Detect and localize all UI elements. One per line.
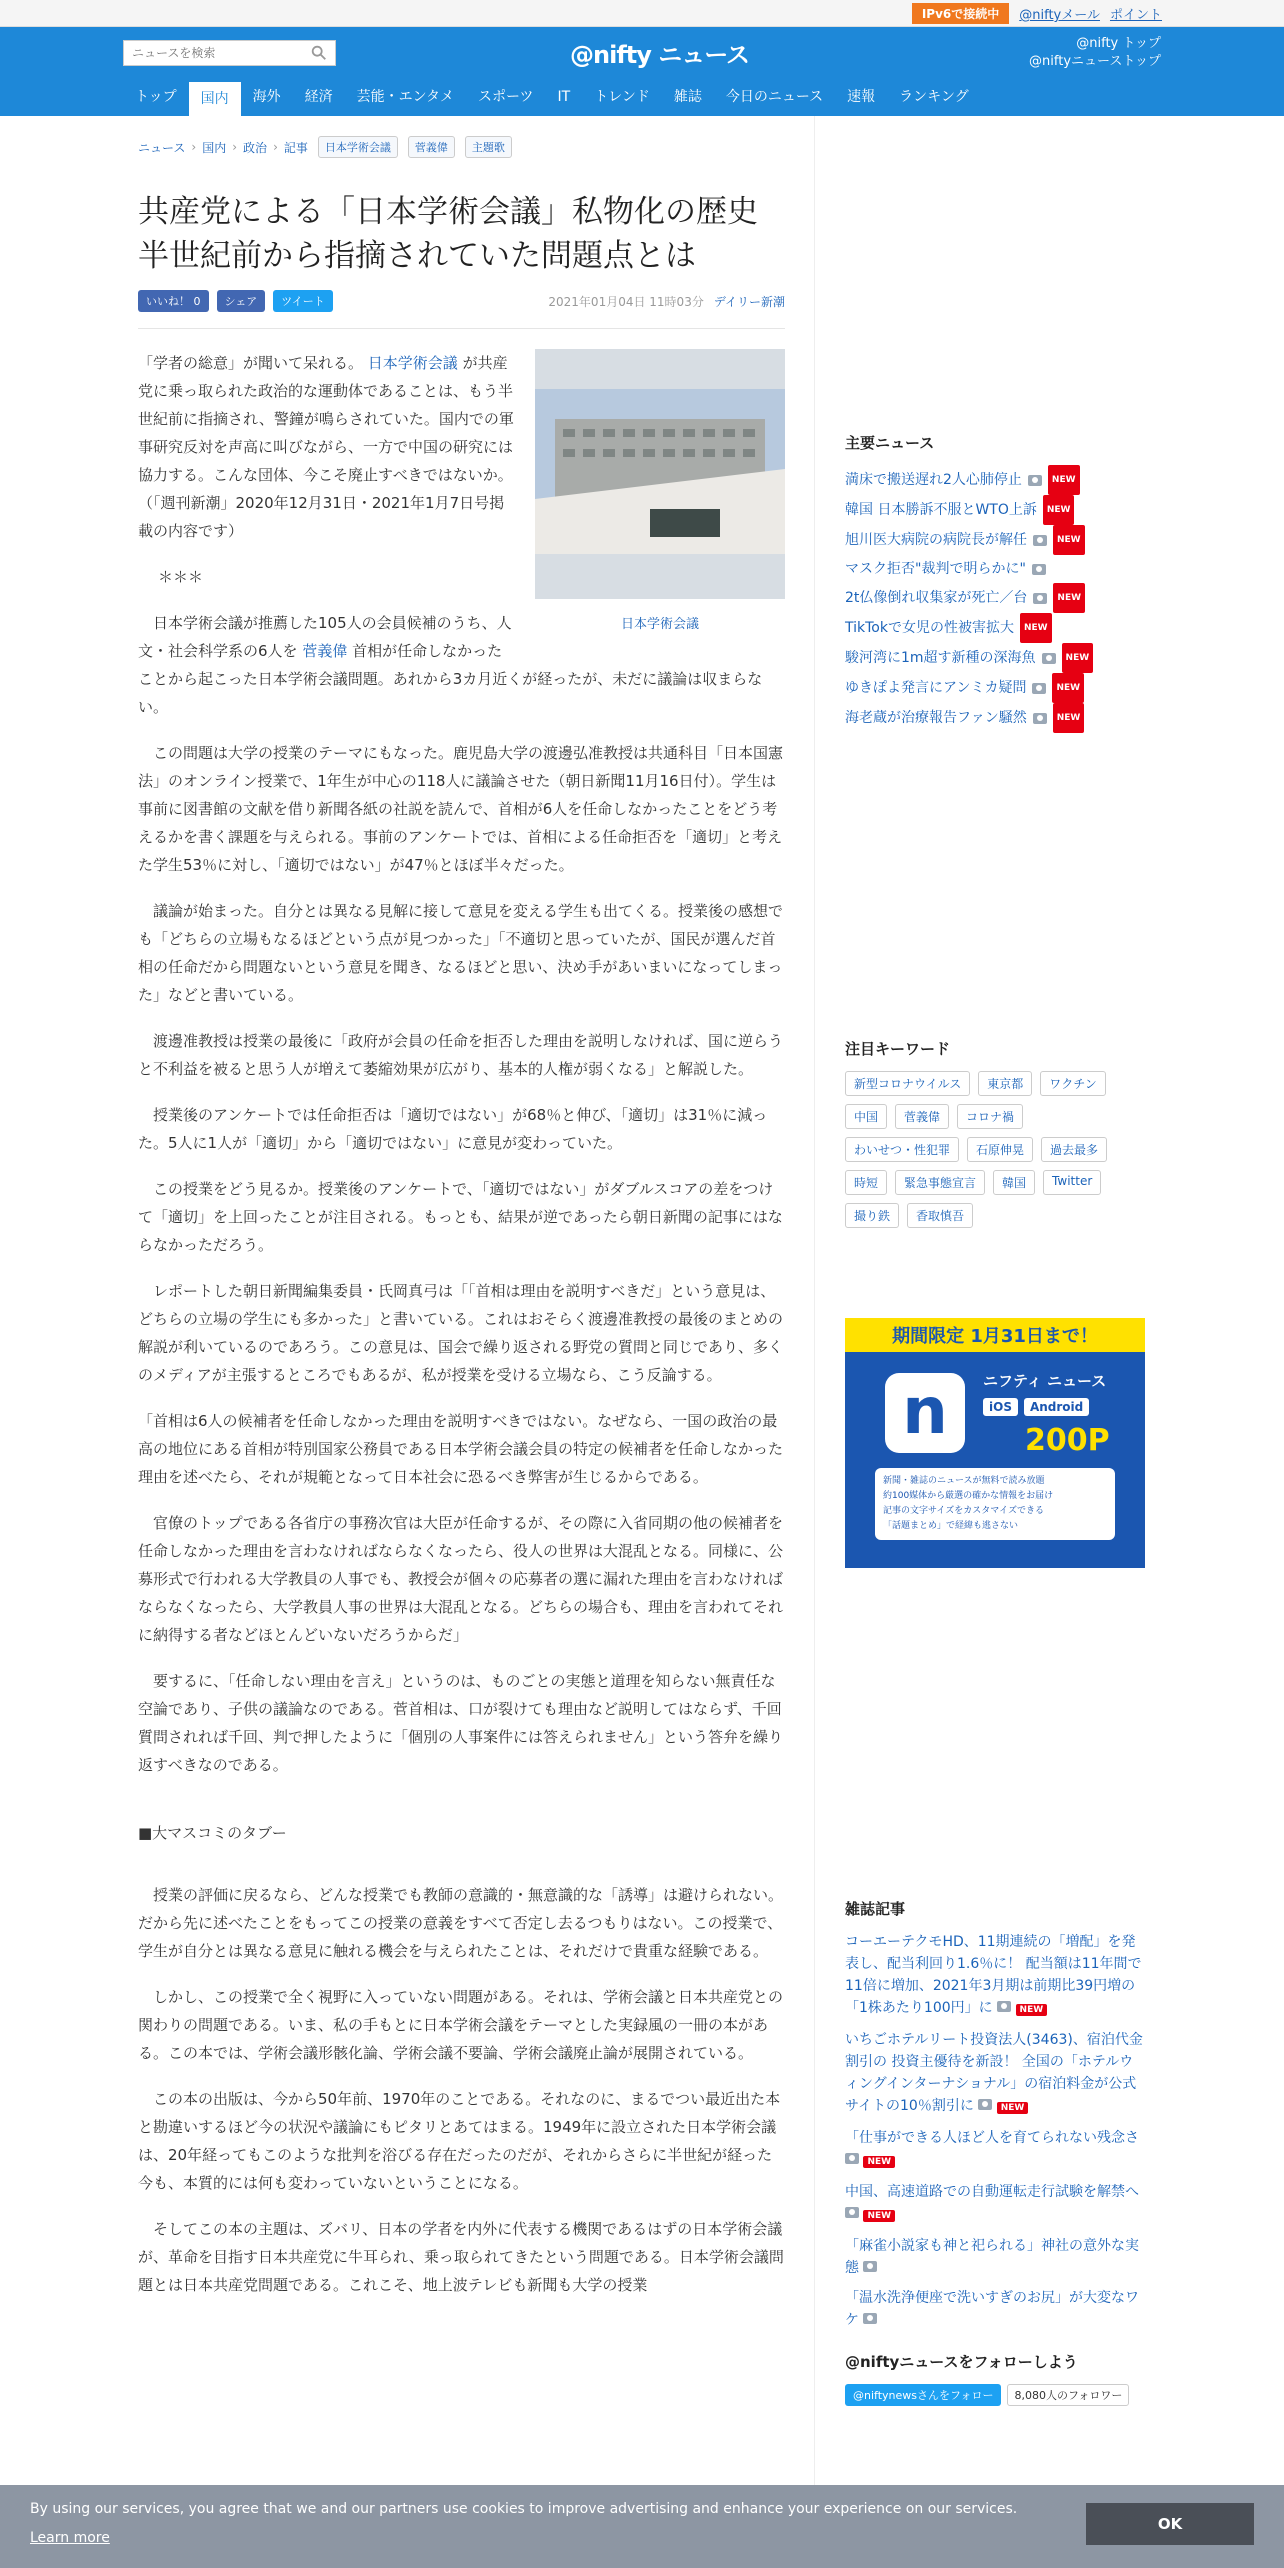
list-item[interactable]: 駿河湾に1m超す新種の深海魚 NEW (845, 643, 1145, 673)
nav-top[interactable]: トップ (135, 89, 177, 105)
camera-icon (1028, 475, 1042, 486)
list-item[interactable]: 韓国 日本勝訴不服とWTO上訴 NEW (845, 495, 1145, 525)
paragraph: 「学者の総意」が聞いて呆れる。 日本学術会議 が共産党に乗っ取られた政治的な運動体であることは、もう半世紀前に指摘され、警鐘が鳴らされていた。国内での軍事研究反対を声高に叫びながら、一方で中国の研究には協力する。こんな団体、今こそ廃止すべきではないか。（「週刊新潮」2020年12月31日・2021年1月7日号掲載の内容です） (138, 354, 514, 540)
paragraph: この本の出版は、今から50年前、1970年のことである。それなのに、まるでつい最近出た本と勘違いするほど今の状況や議論にもピタリとあてはまる。1949年に設立された日本学術会議は、20年経ってもこのような批判を浴びる存在だったのだが、それからさらに半世紀が経った今も、本質的には何も変わっていないということになる。 (138, 2090, 781, 2192)
learn-more-link[interactable]: Learn more (30, 2530, 110, 2546)
nav-sports[interactable]: スポーツ (478, 89, 534, 105)
search-box[interactable] (123, 40, 336, 66)
camera-icon (863, 2261, 877, 2272)
list-item[interactable]: 旭川医大病院の病院長が解任 NEW (845, 525, 1145, 555)
keywords-section (845, 1038, 1145, 1228)
nav-domestic[interactable]: 国内 (189, 82, 241, 116)
tag-pill[interactable]: 主題歌 (465, 136, 512, 158)
keyword-tag[interactable]: 緊急事態宣言 (895, 1170, 985, 1195)
new-badge: NEW (1020, 613, 1052, 643)
ad-benefit: 新聞・雑誌のニュースが無料で読み放題 (883, 1476, 1045, 1486)
keyword-tag[interactable]: 撮り鉄 (845, 1203, 899, 1228)
keyword-link[interactable]: 日本学術会議 (367, 354, 458, 372)
paragraph: この問題は大学の授業のテーマにもなった。鹿児島大学の渡邊弘准教授は共通科目「日本国憲法」のオンライン授業で、1年生が中心の118人に議論させた（朝日新聞11月16日付）。学生は事前に図書館の文献を借り新聞各紙の社説を読んで、首相が6人を任命しなかったことをどう考えるかを書く課題を与えられる。事前のアンケートでは、首相による任命拒否を「適切」と考えた学生53％に対し、「適切ではない」が47％とほぼ半々だった。 (138, 744, 784, 874)
list-item[interactable]: マスク拒否"裁判で明らかに" (845, 555, 1145, 583)
paragraph: しかし、この授業で全く視野に入っていない問題がある。それは、学術会議と日本共産党との関わりの問題である。いま、私の手もとに日本学術会議をテーマとした実録風の一冊の本がある。この本では、学術会議形骸化論、学術会議不要論、学術会議廃止論が展開されている。 (138, 1988, 784, 2062)
cookie-ok-button[interactable]: OK (1086, 2503, 1254, 2545)
new-badge: NEW (863, 2210, 895, 2222)
keyword-tag[interactable]: 新型コロナウイルス (845, 1071, 970, 1096)
camera-icon (1032, 564, 1046, 575)
keyword-tag[interactable]: 韓国 (993, 1170, 1035, 1195)
paragraph: レポートした朝日新聞編集委員・氏岡真弓は「「首相は理由を説明すべきだ」という意見は、どちらの立場の学生にも多かった」と書いている。これはおそらく渡邊准教授の最後のまとめの解説が利いているのであろう。この意見は、国会で繰り返される野党の質問と同じであり、多くのメディアが主張するところでもあるが、私が授業を受ける立場なら、こう反論する。 (138, 1282, 784, 1384)
list-item[interactable]: 中国、高速道路での自動運転走行試験を解禁へ NEW (845, 2184, 1139, 2221)
keyword-tag[interactable]: 東京都 (978, 1071, 1032, 1096)
source-link[interactable]: デイリー新潮 (713, 294, 785, 309)
keyword-tag[interactable]: Twitter (1043, 1170, 1101, 1195)
paragraph: 授業後のアンケートでは任命拒否は「適切ではない」が68％と伸び、「適切」は31％に減った。5人に1人が「適切」から「適切ではない」に意見が変わっていた。 (138, 1106, 768, 1152)
camera-icon (978, 2099, 992, 2110)
article-photo[interactable] (535, 349, 785, 599)
new-badge: NEW (1052, 673, 1084, 703)
ad-benefit: 記事の文字サイズをカスタマイズできる (883, 1506, 1045, 1516)
section-heading: ■大マスコミのタブー (138, 1824, 287, 1842)
paragraph: 「首相は6人の候補者を任命しなかった理由を説明すべきではない。なぜなら、一国の政治の最高の地位にある首相が特別国家公務員である日本学術会議会員の特定の候補者を任命しなかった理由を述べたら、それが規範となって日本社会に恐るべき弊害が生じるからである。 (138, 1412, 784, 1486)
breadcrumb: ニュース › 国内 › 政治 › 記事 日本学術会議 菅義偉 主題歌 (138, 136, 785, 158)
search-icon[interactable] (310, 44, 328, 62)
keyword-tag[interactable]: 石原伸晃 (967, 1137, 1033, 1162)
article-title: 共産党による「日本学術会議」私物化の歴史 半世紀前から指摘されていた問題点とは (138, 194, 789, 274)
keywords-heading: 注目キーワード (845, 1040, 951, 1058)
tweet-button[interactable]: ツイート (273, 290, 332, 312)
new-badge: NEW (1043, 495, 1075, 525)
new-badge: NEW (1053, 525, 1085, 555)
paragraph: 日本学術会議が推薦した105人の会員候補のうち、人文・社会科学系の6人を 菅義偉 首相が任命しなかったことから起こった日本学術会議問題。あれから3カ月近くが経ったが、未だに議論は収まらない。 (138, 614, 763, 716)
keyword-tag[interactable]: わいせつ・性犯罪 (845, 1137, 959, 1162)
main-nav (123, 78, 981, 116)
search-input[interactable] (124, 46, 304, 60)
nav-trend[interactable]: トレンド (594, 89, 650, 105)
article-figure (535, 349, 785, 639)
paragraph: 官僚のトップである各省庁の事務次官は大臣が任命するが、その際に入省同期の他の候補者を任命しなかった理由を言わなければならなくなったら、役人の世界は大混乱となる。同様に、公募形式で行われる大学教員の人事でも、教授会が個々の応募者の選に漏れた理由を言わなければならなくなったら、大学教員人事の世界は大混乱となる。どちらの場合も、理由を言われてそれに納得する者などほとんどいないだろうからだ」 (138, 1514, 784, 1644)
camera-icon (845, 2153, 859, 2164)
camera-icon (845, 2207, 859, 2218)
nav-ranking[interactable]: ランキング (899, 89, 969, 105)
new-badge: NEW (1016, 2004, 1048, 2016)
new-badge: NEW (1062, 643, 1094, 673)
article-meta (138, 290, 785, 312)
crumb-article[interactable]: 記事 (283, 140, 308, 155)
keyword-tag[interactable]: 香取慎吾 (907, 1203, 973, 1228)
list-item[interactable]: 海老蔵が治療報告ファン騒然 NEW (845, 703, 1145, 733)
point-link[interactable]: ポイント (1109, 8, 1162, 23)
top-utility-bar (0, 0, 1284, 27)
crumb-news[interactable]: ニュース (138, 140, 186, 155)
list-item[interactable]: 「仕事ができる人ほど人を育てられない残念さ NEW (845, 2130, 1139, 2167)
camera-icon (1033, 535, 1047, 546)
ad-points: 200P (1025, 1423, 1110, 1458)
ad-benefit: 「話題まとめ」で経緯も逃さない (883, 1521, 1019, 1531)
keyword-tag[interactable]: 中国 (845, 1104, 887, 1129)
camera-icon (1042, 653, 1056, 664)
camera-icon (997, 2001, 1011, 2012)
separator-stars: ＊＊＊ (158, 568, 204, 586)
new-badge: NEW (1053, 703, 1085, 733)
list-item[interactable]: 「麻雀小説家も神と祀られる」神社の意外な実態 (845, 2238, 1139, 2276)
new-badge: NEW (997, 2102, 1029, 2114)
site-header (0, 27, 1284, 116)
paragraph: 渡邊准教授は授業の最後に「政府が会員の任命を拒否した理由を説明しなければ、国に逆らうと不利益を被ると思う人が増えて萎縮効果が広がり、基本的人権が弱くなる」と解説した。 (138, 1032, 784, 1078)
article-body (138, 349, 785, 2299)
follower-count: 8,080人のフォロワー (1007, 2384, 1129, 2406)
nifty-top-link[interactable]: @nifty トップ (1076, 36, 1161, 51)
new-badge: NEW (1053, 583, 1085, 613)
list-item[interactable]: 満床で搬送遅れ2人心肺停止 NEW (845, 465, 1145, 495)
divider (138, 328, 785, 329)
nav-economy[interactable]: 経済 (304, 89, 333, 105)
keyword-tag[interactable]: コロナ禍 (957, 1104, 1023, 1129)
app-ad-banner[interactable] (845, 1318, 1145, 1568)
crumb-domestic[interactable]: 国内 (202, 140, 227, 155)
keyword-tag[interactable]: 時短 (845, 1170, 887, 1195)
news-top-link[interactable]: @niftyニューストップ (1029, 54, 1161, 69)
magazine-section (845, 1898, 1145, 2406)
follow-heading: @niftyニュースをフォローしよう (845, 2353, 1078, 2371)
nav-breaking[interactable]: 速報 (847, 89, 876, 105)
paragraph: この授業をどう見るか。授業後のアンケートで、「適切ではない」がダブルスコアの差をつけて「適切」を上回ったことが注目される。もっとも、結果が逆であったら朝日新聞の記事にはならなかっただろう。 (138, 1180, 783, 1254)
nav-today[interactable]: 今日のニュース (725, 89, 824, 105)
paragraph: そしてこの本の主題は、ズバリ、日本の学者を内外に代表する機関であるはずの日本学術会議が、革命を目指す日本共産党に牛耳られ、乗っ取られてきたという問題である。日本学術会議問題とは日本共産党問題である。これこそ、地上波テレビも新聞も大学の授業 (138, 2220, 784, 2294)
ad-banner-title: 期間限定 1月31日まで！ (845, 1318, 1145, 1352)
column-divider (814, 116, 815, 2486)
cookie-text: By using our services, you agree that we and our partners use cookies to improve advertising and enhance your experience on our services. (30, 2501, 1018, 2517)
list-item[interactable]: ゆきぽよ発言にアンミカ疑問 NEW (845, 673, 1145, 703)
tag-pill[interactable]: 日本学術会議 (318, 136, 398, 158)
new-badge: NEW (1048, 465, 1080, 495)
camera-icon (1033, 713, 1047, 724)
keyword-link[interactable]: 菅義偉 (302, 642, 348, 660)
list-item[interactable]: TikTokで女児の性被害拡大 NEW (845, 613, 1145, 643)
keyword-tag[interactable]: 過去最多 (1041, 1137, 1107, 1162)
paragraph: 授業の評価に戻るなら、どんな授業でも教師の意識的・無意識的な「誘導」は避けられない。だから先に述べたことをもってこの授業の意義をすべて否定し去るつもりはない。この授業で、学生が自分とは異なる意見に触れる機会を与えられたことは、それだけで貴重な経験である。 (138, 1886, 784, 1960)
new-badge: NEW (863, 2156, 895, 2168)
main-news-heading: 主要ニュース (845, 434, 935, 452)
camera-icon (863, 2313, 877, 2324)
twitter-follow-button[interactable]: @niftynewsさんをフォロー (845, 2384, 1001, 2406)
site-logo[interactable]: @nifty ニュース (570, 41, 750, 69)
paragraph: 要するに、「任命しない理由を言え」というのは、ものごとの実態と道理を知らない無責任な空論であり、子供の議論なのである。菅首相は、口が裂けても理由など説明してはならず、千回質問されれば千回、判で押したように「個別の人事案件には答えられません」という答弁を繰り返すべきなのである。 (138, 1672, 784, 1774)
list-item[interactable]: 2t仏像倒れ収集家が死亡／台 NEW (845, 583, 1145, 613)
android-badge: Android (1024, 1398, 1089, 1416)
ipv6-badge: IPv6で接続中 (912, 3, 1009, 24)
ad-benefit: 約100媒体から厳選の確かな情報をお届け (883, 1491, 1054, 1501)
list-item[interactable]: いちごホテルリート投資法人(3463)、宿泊代金割引の 投資主優待を新設！ 全国の「ホテルウィングインターナショナル」の宿泊料金が公式サイトの10％割引に NEW (845, 2032, 1143, 2114)
list-item[interactable]: 「温水洗浄便座で洗いすぎのお尻」が大変なワケ (845, 2290, 1139, 2328)
cookie-banner (0, 2485, 1284, 2568)
mail-link[interactable]: @niftyメール (1019, 8, 1100, 23)
keyword-tag[interactable]: 菅義偉 (895, 1104, 949, 1129)
ios-badge: iOS (983, 1398, 1018, 1416)
nav-entertainment[interactable]: 芸能・エンタメ (356, 89, 455, 105)
camera-icon (1032, 683, 1046, 694)
list-item[interactable]: コーエーテクモHD、11期連続の「増配」を発表し、配当利回り1.6％に！ 配当額は11年間で11倍に増加、2021年3月期は前期比39円増の「1株あたり100円」に NEW (845, 1934, 1142, 2016)
nav-it[interactable]: IT (557, 89, 571, 105)
keyword-tag[interactable]: ワクチン (1040, 1071, 1105, 1096)
nav-overseas[interactable]: 海外 (252, 89, 281, 105)
main-news-section (845, 432, 1145, 733)
ad-app-name: ニフティ ニュース (983, 1372, 1107, 1390)
paragraph: 議論が始まった。自分とは異なる見解に接して意見を変える学生も出てくる。授業後の感想でも「どちらの立場もなるほどという点が見つかった」「不適切と思っていたが、国民が選んだ首相の任命だから問題ないという意見を聞き、なるほどと思い、決め手があいまいになってしまった」などと書いている。 (138, 902, 784, 1004)
camera-icon (1033, 593, 1047, 604)
photo-caption: 日本学術会議 (620, 617, 699, 632)
nav-magazine[interactable]: 雑誌 (673, 89, 702, 105)
facebook-like-button[interactable]: いいね！ 0 (138, 290, 209, 312)
magazine-heading: 雑誌記事 (845, 1900, 906, 1918)
publish-date: 2021年01月04日 11時03分 (548, 294, 704, 309)
app-logo-icon: n (885, 1373, 965, 1453)
tag-pill[interactable]: 菅義偉 (408, 136, 455, 158)
crumb-politics[interactable]: 政治 (243, 140, 268, 155)
article-column (138, 136, 789, 2317)
facebook-share-button[interactable]: シェア (217, 290, 266, 312)
